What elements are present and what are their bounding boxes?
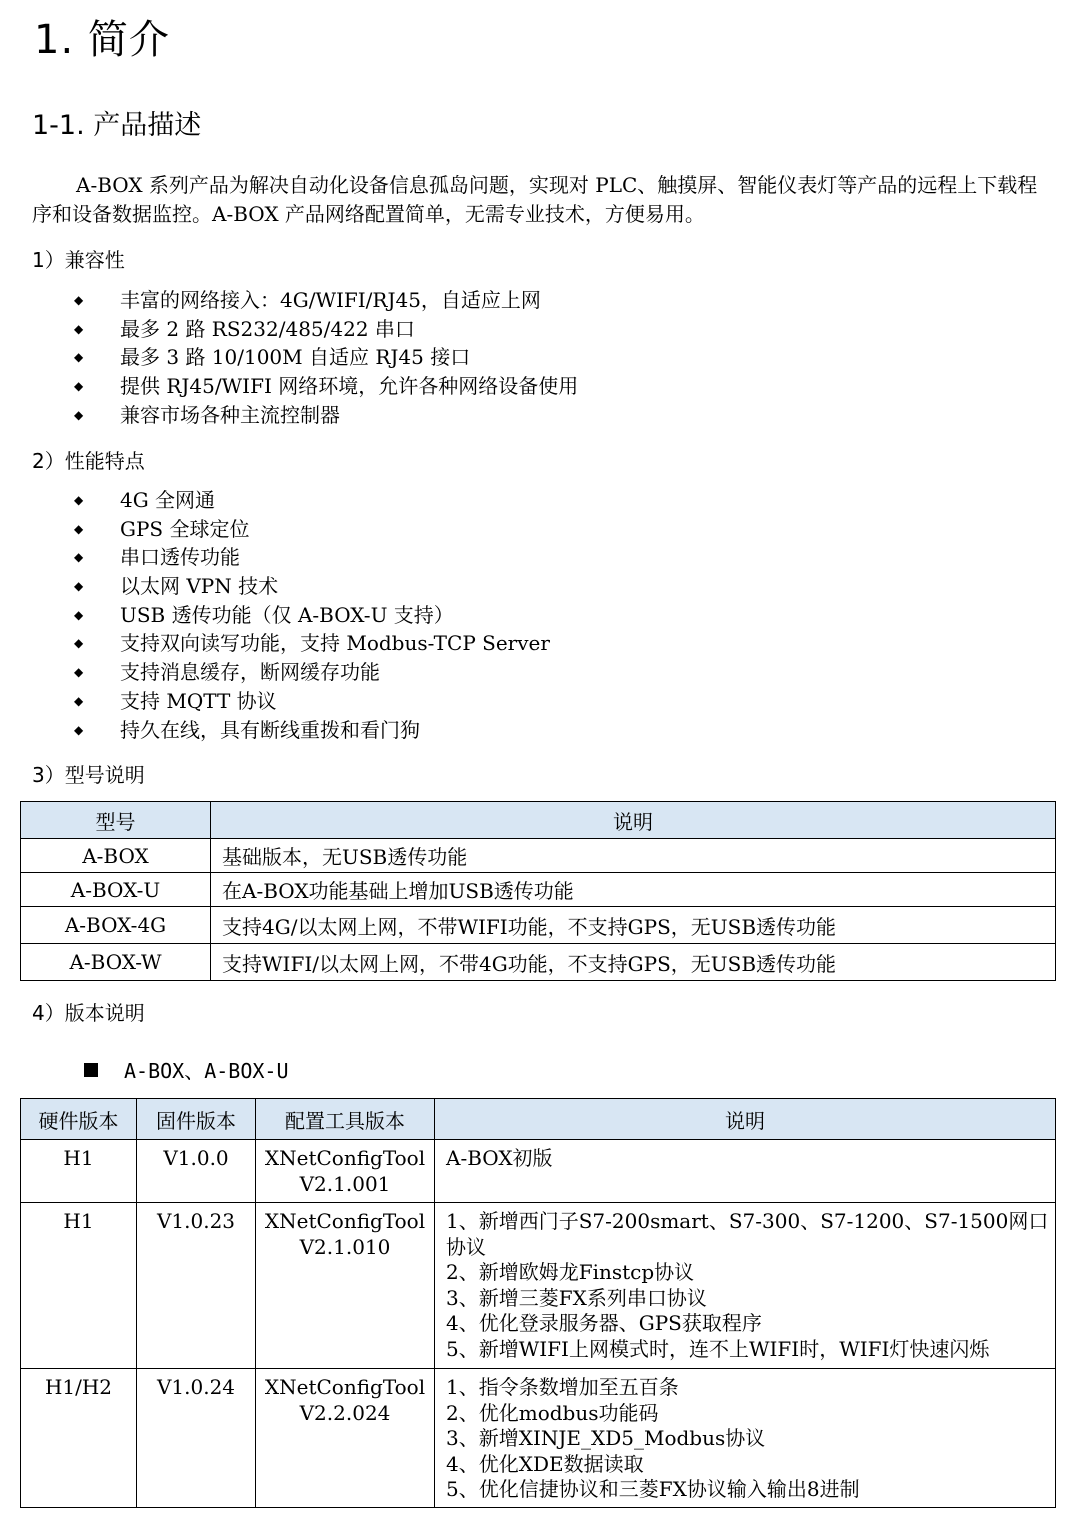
- desc-cell: A-BOX初版: [435, 1140, 1056, 1203]
- list-item: ◆ 丰富的网络接入：4G/WIFI/RJ45，自适应上网: [74, 286, 578, 315]
- header-model: 型号: [21, 802, 211, 839]
- table-header-row: [21, 1099, 1056, 1140]
- desc-cell: 支持WIFI/以太网上网，不带4G功能，不支持GPS，无USB透传功能: [211, 944, 1056, 981]
- versions-subheading: A-BOX、A-BOX-U: [84, 1055, 289, 1084]
- diamond-bullet-icon: ◆: [74, 693, 84, 708]
- model-cell: A-BOX-W: [21, 944, 211, 981]
- fw-cell: V1.0.24: [137, 1369, 256, 1508]
- list-item: ◆ 兼容市场各种主流控制器: [74, 401, 578, 430]
- square-bullet-icon: [84, 1063, 98, 1077]
- fw-cell: V1.0.23: [137, 1203, 256, 1369]
- desc-cell: 1、指令条数增加至五百条 2、优化modbus功能码 3、新增XINJE_XD5_Modbus协议 4、优化XDE数据读取 5、优化信捷协议和三菱FX协议输入输出8进制: [435, 1369, 1056, 1508]
- list-item: ◆ 提供 RJ45/WIFI 网络环境，允许各种网络设备使用: [74, 372, 578, 401]
- compat-heading: 1）兼容性: [32, 248, 125, 272]
- header-fw: 固件版本: [137, 1099, 256, 1140]
- fw-cell: V1.0.0: [137, 1140, 256, 1203]
- perf-heading: 2）性能特点: [32, 449, 145, 473]
- tool-cell: XNetConfigTool V2.1.001: [256, 1140, 435, 1203]
- table-row: [21, 944, 1056, 981]
- model-cell: A-BOX: [21, 839, 211, 873]
- diamond-bullet-icon: ◆: [74, 579, 84, 594]
- desc-cell: 1、新增西门子S7-200smart、S7-300、S7-1200、S7-1500网口 协议 2、新增欧姆龙Finstcp协议 3、新增三菱FX系列串口协议 4、优化登录服务器、GPS获取程序 5、新增WIFI上网模式时，连不上WIFI时，WIFI灯快速闪烁: [435, 1203, 1056, 1369]
- list-item: ◆ 支持消息缓存，断网缓存功能: [74, 658, 550, 687]
- header-desc: 说明: [211, 802, 1056, 839]
- perf-list: [74, 486, 550, 744]
- section-title: 1-1. 产品描述: [32, 110, 202, 141]
- list-item: ◆ 支持 MQTT 协议: [74, 687, 550, 716]
- list-item: ◆ 最多 2 路 RS232/485/422 串口: [74, 315, 578, 344]
- diamond-bullet-icon: ◆: [74, 521, 84, 536]
- list-item: ◆ 串口透传功能: [74, 543, 550, 572]
- desc-cell: 基础版本，无USB透传功能: [211, 839, 1056, 873]
- diamond-bullet-icon: ◆: [74, 636, 84, 651]
- table-row: [21, 907, 1056, 944]
- tool-cell: XNetConfigTool V2.1.010: [256, 1203, 435, 1369]
- diamond-bullet-icon: ◆: [74, 607, 84, 622]
- table-header-row: [21, 802, 1056, 839]
- diamond-bullet-icon: ◆: [74, 293, 84, 307]
- list-item: ◆ 4G 全网通: [74, 486, 550, 515]
- list-item: ◆ 以太网 VPN 技术: [74, 572, 550, 601]
- hw-cell: H1/H2: [21, 1369, 137, 1508]
- diamond-bullet-icon: ◆: [74, 350, 84, 365]
- header-hw: 硬件版本: [21, 1099, 137, 1140]
- desc-cell: 在A-BOX功能基础上增加USB透传功能: [211, 873, 1056, 907]
- diamond-bullet-icon: ◆: [74, 665, 84, 680]
- diamond-bullet-icon: ◆: [74, 722, 84, 737]
- models-heading: 3）型号说明: [32, 763, 145, 787]
- hw-cell: H1: [21, 1203, 137, 1369]
- diamond-bullet-icon: ◆: [74, 407, 84, 422]
- tool-cell: XNetConfigTool V2.2.024: [256, 1369, 435, 1508]
- model-cell: A-BOX-4G: [21, 907, 211, 944]
- page-title: 1. 简介: [34, 17, 170, 63]
- diamond-bullet-icon: ◆: [74, 321, 84, 336]
- table-row: [21, 839, 1056, 873]
- list-item: ◆ USB 透传功能（仅 A-BOX-U 支持）: [74, 601, 550, 630]
- compat-list: [74, 286, 578, 429]
- desc-cell: 支持4G/以太网上网，不带WIFI功能，不支持GPS，无USB透传功能: [211, 907, 1056, 944]
- diamond-bullet-icon: ◆: [74, 550, 84, 565]
- hw-cell: H1: [21, 1140, 137, 1203]
- diamond-bullet-icon: ◆: [74, 493, 84, 507]
- model-cell: A-BOX-U: [21, 873, 211, 907]
- table-row: [21, 1140, 1056, 1203]
- list-item: ◆ 持久在线，具有断线重拨和看门狗: [74, 716, 550, 745]
- diamond-bullet-icon: ◆: [74, 379, 84, 394]
- header-desc: 说明: [435, 1099, 1056, 1140]
- list-item: ◆ 支持双向读写功能，支持 Modbus-TCP Server: [74, 629, 550, 658]
- list-item: ◆ 最多 3 路 10/100M 自适应 RJ45 接口: [74, 343, 578, 372]
- table-row: [21, 1203, 1056, 1369]
- table-row: [21, 873, 1056, 907]
- versions-table: [20, 1098, 1056, 1508]
- list-item: ◆ GPS 全球定位: [74, 515, 550, 544]
- models-table: [20, 801, 1056, 981]
- intro-paragraph: A-BOX 系列产品为解决自动化设备信息孤岛问题，实现对 PLC、触摸屏、智能仪表灯等产品的远程上下载程序和设备数据监控。A-BOX 产品网络配置简单，无需专业技术，方便易用。: [32, 173, 1038, 226]
- table-row: [21, 1369, 1056, 1508]
- versions-heading: 4）版本说明: [32, 1001, 145, 1025]
- header-tool: 配置工具版本: [256, 1099, 435, 1140]
